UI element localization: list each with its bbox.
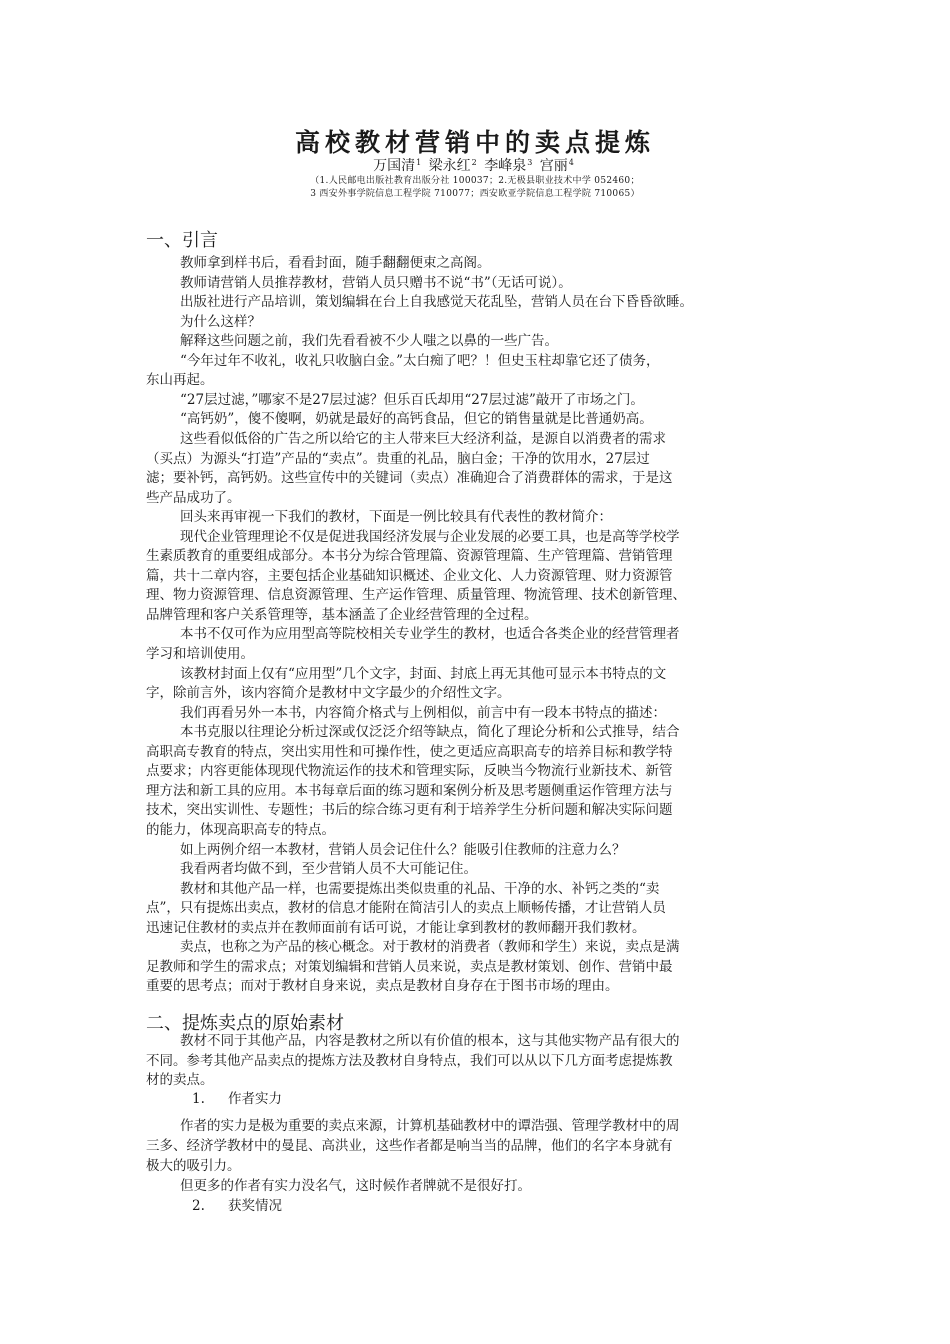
text-line: 字，除前言外，该内容简介是教材中文字最少的介绍性文字。 — [146, 685, 511, 702]
text-line: 不同。参考其他产品卖点的提炼方法及教材自身特点，我们可以从以下几方面考虑提炼教 — [146, 1052, 673, 1069]
text-line: 卖点，也称之为产品的核心概念。对于教材的消费者（教师和学生）来说，卖点是满 — [180, 939, 680, 956]
text-line: 东山再起。 — [146, 372, 214, 389]
text-line: 我看两者均做不到，至少营销人员不大可能记住。 — [180, 861, 477, 878]
text-line: 点”，只有提炼出卖点，教材的信息才能附在简洁引人的卖点上顺畅传播，才让营销人员 — [146, 900, 666, 917]
text-line: 生素质教育的重要组成部分。本书分为综合管理篇、资源管理篇、生产管理篇、营销管理 — [146, 548, 673, 565]
text-line: 回头来再审视一下我们的教材，下面是一例比较具有代表性的教材简介： — [180, 509, 612, 526]
item-number: 2. — [192, 1198, 205, 1214]
text-line: 点要求；内容更能体现现代物流运作的技术和管理实际，反映当今物流行业新技术、新管 — [146, 763, 673, 780]
section-heading: 二、提炼卖点的原始素材 — [146, 1013, 344, 1034]
text-line: 学习和培训使用。 — [146, 646, 254, 662]
text-line: 我们再看另外一本书，内容简介格式与上例相似，前言中有一段本书特点的描述： — [180, 704, 666, 721]
author-name: 梁永红 — [428, 158, 471, 174]
text-line: 教材和其他产品一样，也需要提炼出类似贵重的礼品、干净的水、补钙之类的“卖 — [180, 880, 660, 897]
text-line: 三多、经济学教材中的曼昆、高洪业，这些作者都是响当当的品牌，他们的名字本身就有 — [146, 1138, 673, 1154]
text-line: “今年过年不收礼，收礼只收脑白金。”太白痴了吧？！但史玉柱却靠它还了债务， — [180, 352, 660, 369]
text-line: 解释这些问题之前，我们先看看被不少人嗤之以鼻的一些广告。 — [180, 333, 558, 350]
text-line: 这些看似低俗的广告之所以给它的主人带来巨大经济利益，是源自以消费者的需求 — [180, 430, 666, 447]
author-affil-mark: 4 — [568, 158, 574, 167]
author-name: 宫丽 — [539, 158, 568, 174]
item-label: 作者实力 — [228, 1091, 282, 1107]
text-line: 本书不仅可作为应用型高等院校相关专业学生的教材，也适合各类企业的经营管理者 — [180, 626, 680, 643]
affiliation-line: 3 西安外事学院信息工程学院 710077；西安欧亚学院信息工程学院 710065） — [310, 189, 640, 199]
text-line: （买点）为源头“打造”产品的“卖点”。贵重的礼品，脑白金；干净的饮用水，27层过 — [146, 450, 650, 467]
text-line: 滤；要补钙，高钙奶。这些宣传中的关键词（卖点）准确迎合了消费群体的需求，于是这 — [146, 470, 673, 487]
text-line: 该教材封面上仅有“应用型”几个文字，封面、封底上再无其他可显示本书特点的文 — [180, 665, 667, 682]
text-line: 材的卖点。 — [146, 1072, 214, 1088]
text-line: 高职高专教育的特点，突出实用性和可操作性，使之更适应高职高专的培养目标和教学特 — [146, 743, 673, 760]
text-line: 理、物力资源管理、信息资源管理、生产运作管理、质量管理、物流管理、技术创新管理、 — [146, 587, 686, 604]
section-heading: 一、引言 — [146, 230, 218, 251]
author-affil-mark: 1 — [416, 158, 422, 167]
text-line: 作者的实力是极为重要的卖点来源，计算机基础教材中的谭浩强、管理学教材中的周 — [180, 1118, 680, 1134]
text-line: 品牌管理和客户关系管理等，基本涵盖了企业经营管理的全过程。 — [146, 606, 538, 623]
text-line: 现代企业管理理论不仅是促进我国经济发展与企业发展的必要工具，也是高等学校学 — [180, 528, 680, 545]
numbered-subheading — [192, 1090, 282, 1110]
text-line: 理方法和新工具的应用。本书每章后面的练习题和案例分析及思考题侧重运作管理方法与 — [146, 782, 673, 799]
text-line: “27层过滤，”哪家不是27层过滤？但乐百氏却用“27层过滤”敲开了市场之门。 — [180, 391, 644, 408]
text-line: 本书克服以往理论分析过深或仅泛泛介绍等缺点，简化了理论分析和公式推导，结合 — [180, 724, 680, 741]
text-line: 为什么这样？ — [180, 313, 261, 330]
author-name: 李峰泉 — [484, 158, 527, 174]
text-line: 出版社进行产品培训，策划编辑在台上自我感觉天花乱坠，营销人员在台下昏昏欲睡。 — [180, 294, 693, 311]
text-line: 迅速记住教材的卖点并在教师面前有话可说，才能让拿到教材的教师翻开我们教材。 — [146, 919, 646, 936]
text-line: 些产品成功了。 — [146, 489, 241, 506]
text-line: 如上两例介绍一本教材，营销人员会记住什么？能吸引住教师的注意力么？ — [180, 841, 626, 858]
author-name: 万国清 — [373, 158, 416, 174]
text-line: 技术，突出实训性、专题性；书后的综合练习更有利于培养学生分析问题和解决实际问题 — [146, 802, 673, 819]
text-line: 教师拿到样书后，看看封面，随手翻翻便束之高阁。 — [180, 255, 491, 271]
numbered-subheading — [192, 1197, 282, 1217]
affiliation-line: （1.人民邮电出版社教育出版分社 100037；2.无极县职业技术中学 052460； — [310, 176, 640, 186]
author-list — [0, 154, 950, 175]
text-line: 但更多的作者有实力没名气，这时候作者牌就不是很好打。 — [180, 1178, 531, 1194]
paper-title: 高校教材营销中的卖点提炼 — [294, 128, 655, 157]
text-line: “高钙奶”，傻不傻啊，奶就是最好的高钙食品，但它的销售量就是比普通奶高。 — [180, 411, 653, 428]
text-line: 极大的吸引力。 — [146, 1158, 241, 1174]
item-label: 获奖情况 — [228, 1198, 282, 1214]
text-line: 重要的思考点；而对于教材自身来说，卖点是教材自身存在于图书市场的理由。 — [146, 978, 619, 995]
text-line: 篇，共十二章内容，主要包括企业基础知识概述、企业文化、人力资源管理、财力资源管 — [146, 567, 673, 584]
text-line: 足教师和学生的需求点；对策划编辑和营销人员来说，卖点是教材策划、创作、营销中最 — [146, 958, 673, 975]
author-affil-mark: 3 — [527, 158, 533, 167]
item-number: 1. — [192, 1091, 205, 1107]
text-line: 教材不同于其他产品，内容是教材之所以有价值的根本，这与其他实物产品有很大的 — [180, 1033, 680, 1049]
author-affil-mark: 2 — [471, 158, 477, 167]
text-line: 的能力，体现高职高专的特点。 — [146, 821, 335, 838]
text-line: 教师请营销人员推荐教材，营销人员只赠书不说“书”（无话可说）。 — [180, 274, 572, 291]
